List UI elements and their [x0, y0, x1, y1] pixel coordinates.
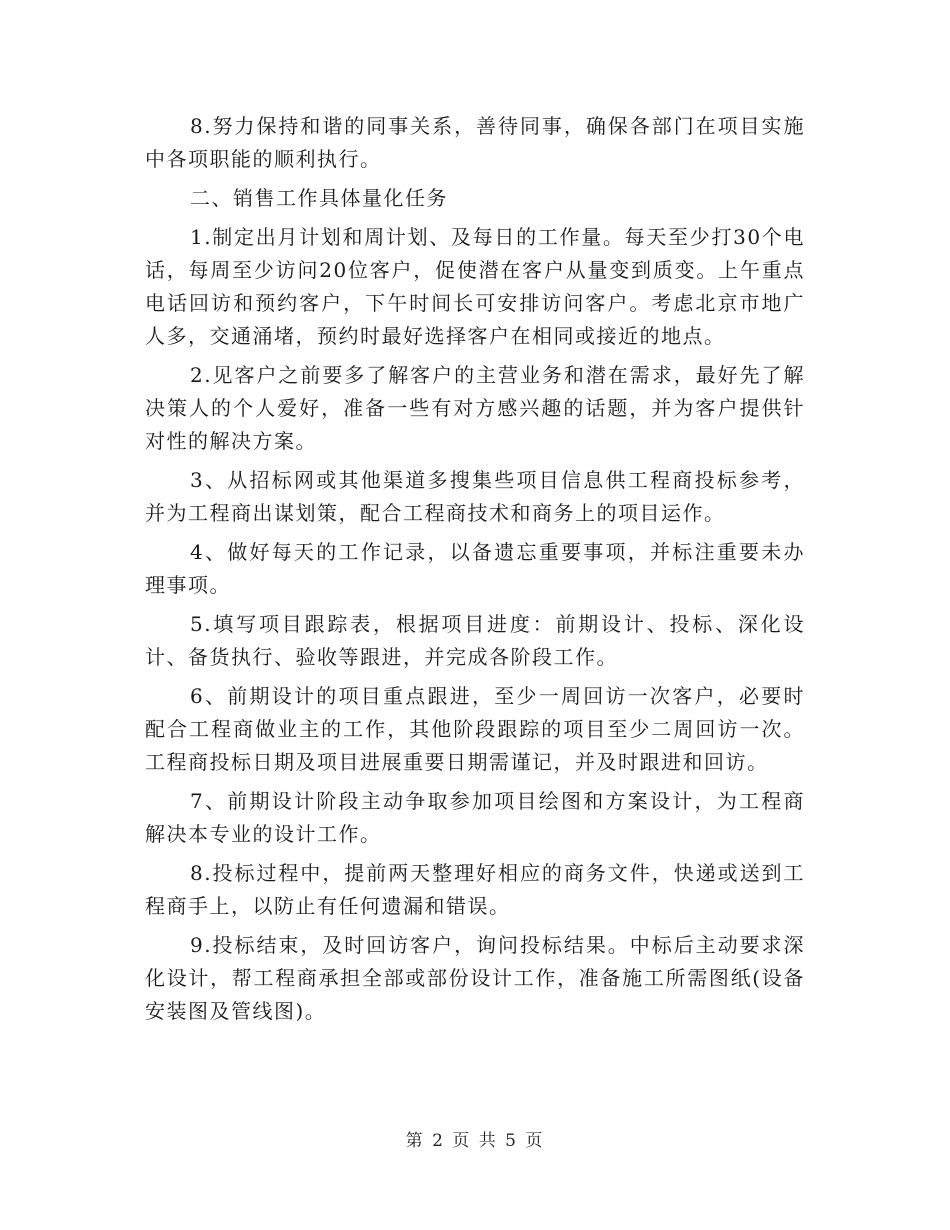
document-body — [145, 110, 805, 1034]
paragraph-item-8-bidding: 8.投标过程中，提前两天整理好相应的商务文件，快递或送到工程商手上，以防止有任何遗漏和错误。 — [145, 861, 805, 918]
paragraph-item-9-post-bid: 9.投标结束，及时回访客户，询问投标结果。中标后主动要求深化设计，帮工程商承担全部或部份设计工作，准备施工所需图纸(设备安装图及管线图)。 — [145, 933, 805, 1023]
paragraph-item-1-plans: 1.制定出月计划和周计划、及每日的工作量。每天至少打30个电话，每周至少访问20位客户，促使潜在客户从量变到质变。上午重点电话回访和预约客户，下午时间长可安排访问客户。考虑北京市地广人多，交通涌堵，预约时最好选择客户在相同或接近的地点。 — [145, 225, 805, 348]
section-heading-sales-tasks: 二、销售工作具体量化任务 — [190, 186, 448, 210]
paragraph-item-7-design-stage: 7、前期设计阶段主动争取参加项目绘图和方案设计，为工程商解决本专业的设计工作。 — [145, 789, 805, 846]
paragraph-item-8-colleague-relations: 8.努力保持和谐的同事关系，善待同事，确保各部门在项目实施中各项职能的顺利执行。 — [145, 114, 805, 171]
paragraph-item-3-tender-info: 3、从招标网或其他渠道多搜集些项目信息供工程商投标参考，并为工程商出谋划策，配合工程商技术和商务上的项目运作。 — [145, 468, 805, 525]
paragraph-item-2-client-research: 2.见客户之前要多了解客户的主营业务和潜在需求，最好先了解决策人的个人爱好，准备一些有对方感兴趣的话题，并为客户提供针对性的解决方案。 — [145, 363, 805, 453]
page-number-footer: 第 2 页 共 5 页 — [405, 1131, 545, 1151]
paragraph-item-4-work-records: 4、做好每天的工作记录，以备遗忘重要事项，并标注重要未办理事项。 — [145, 540, 805, 597]
paragraph-item-6-followup: 6、前期设计的项目重点跟进，至少一周回访一次客户，必要时配合工程商做业主的工作，其他阶段跟踪的项目至少二周回访一次。工程商投标日期及项目进展重要日期需谨记，并及时跟进和回访。 — [145, 684, 805, 774]
paragraph-item-5-tracking-sheet: 5.填写项目跟踪表，根据项目进度：前期设计、投标、深化设计、备货执行、验收等跟进，并完成各阶段工作。 — [145, 612, 805, 669]
